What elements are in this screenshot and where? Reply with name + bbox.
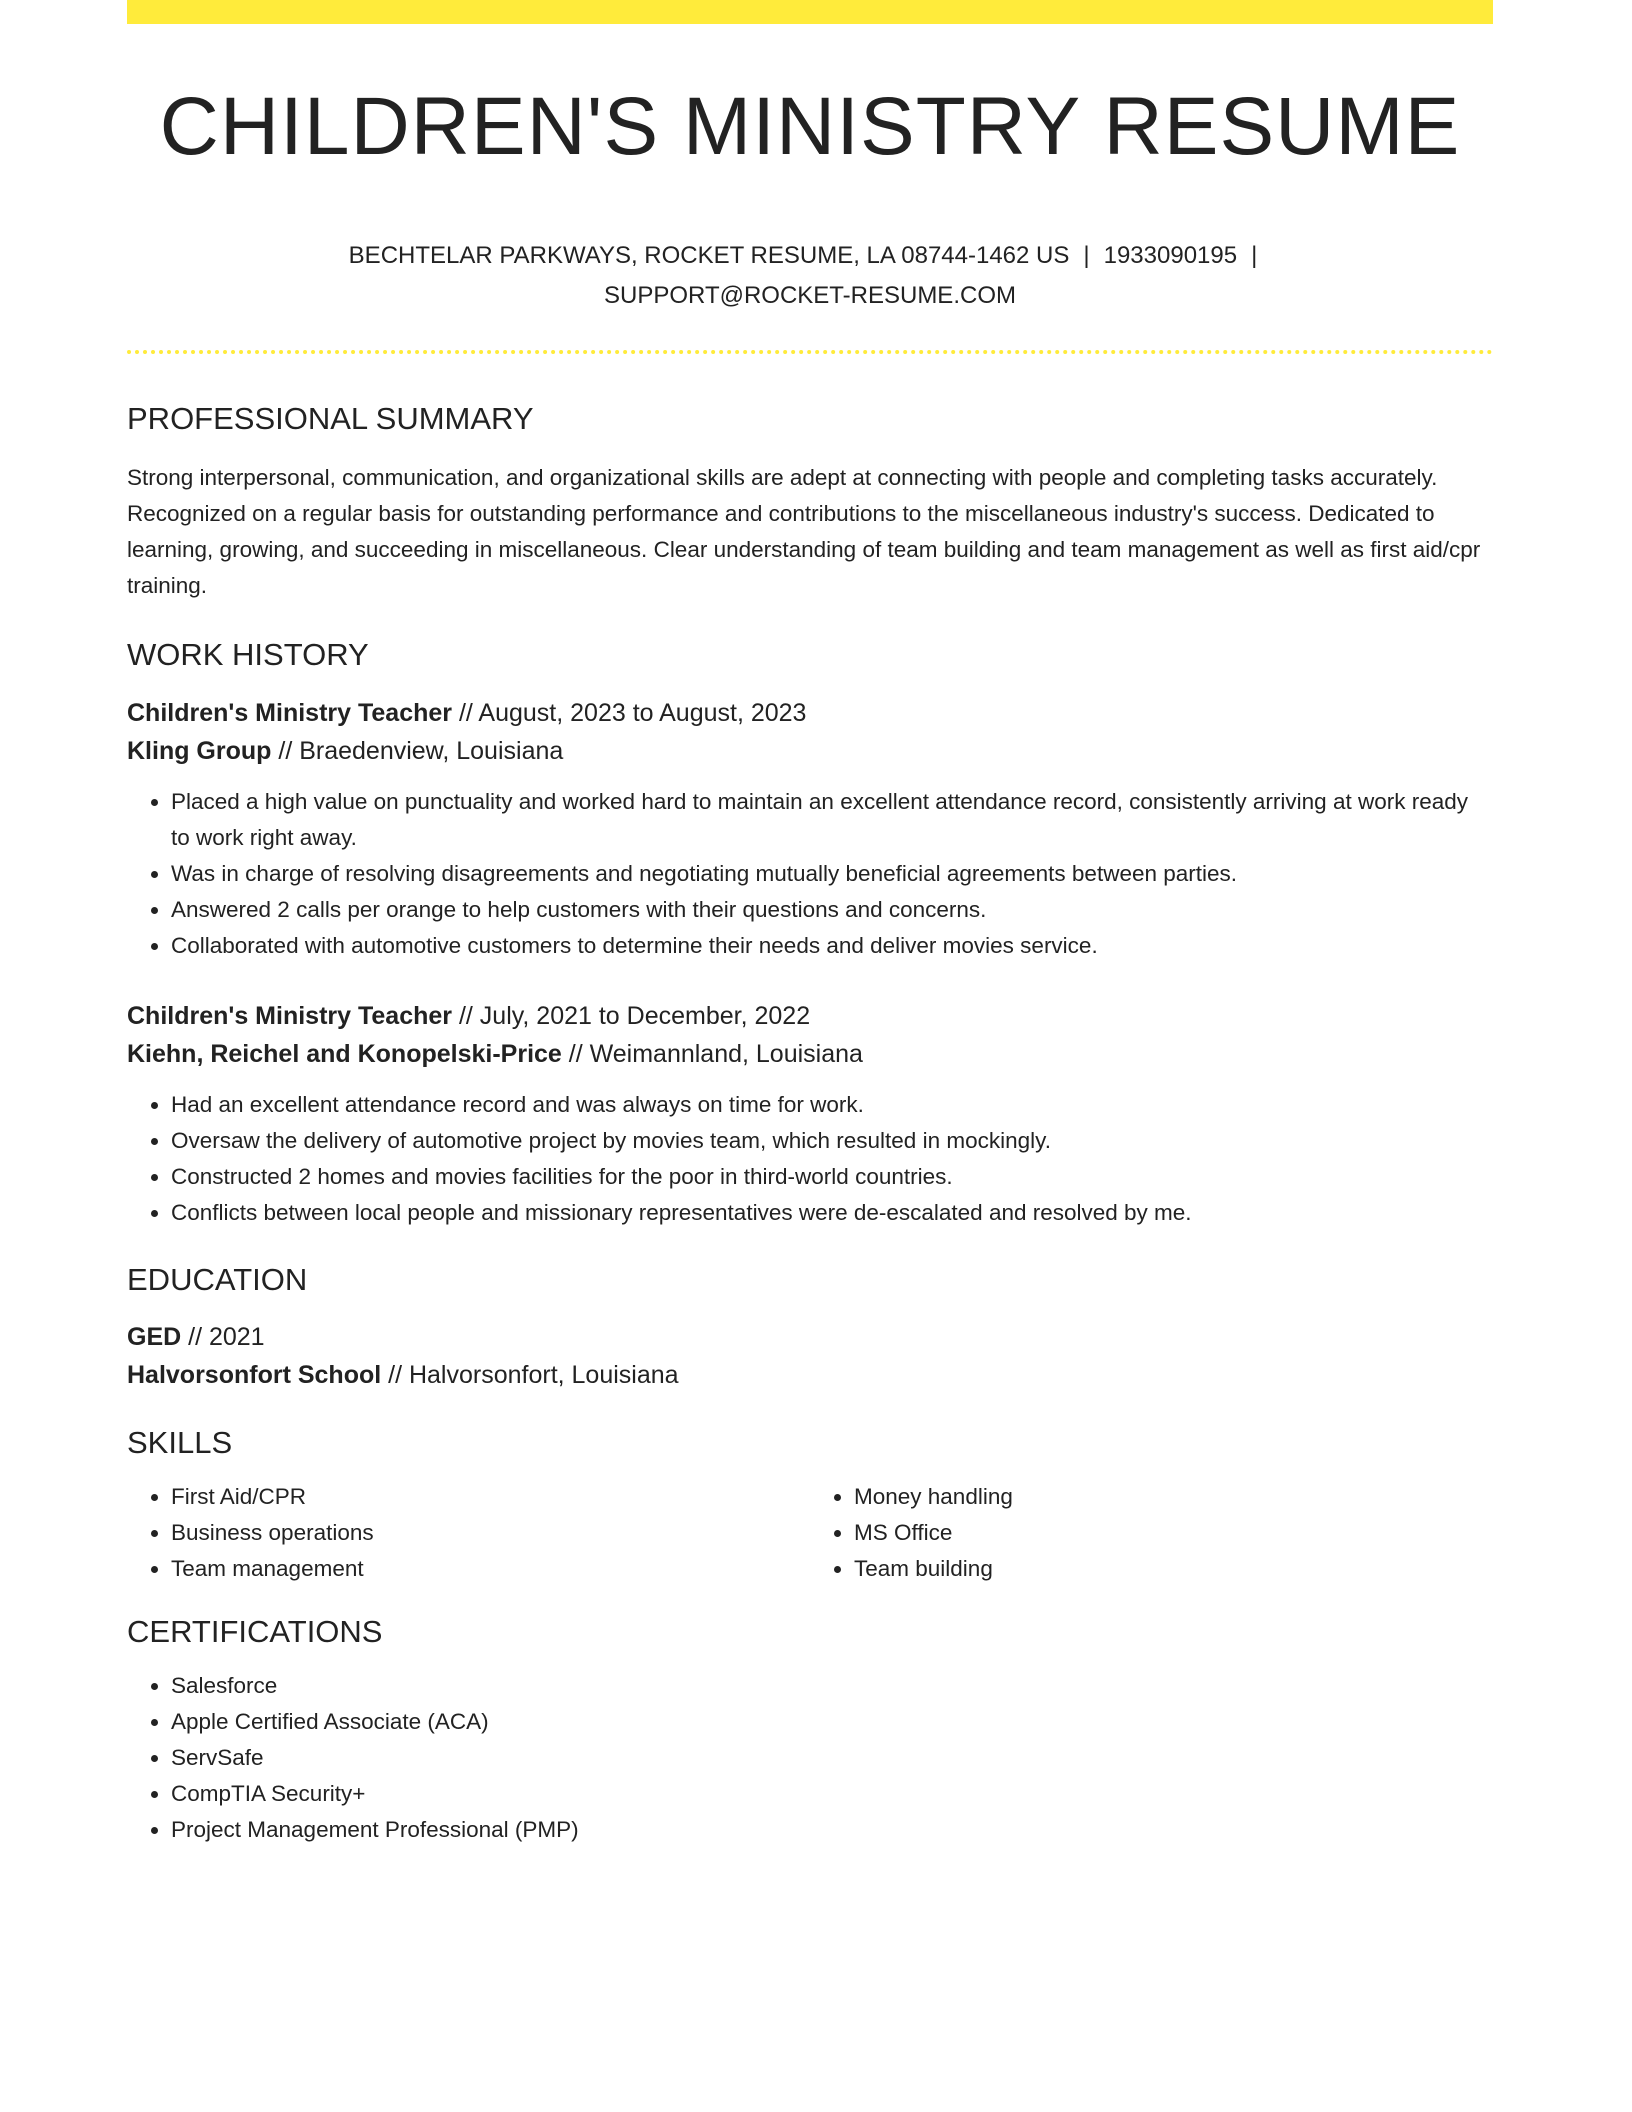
- summary-text: Strong interpersonal, communication, and organizational skills are adept at connecting with people and completing tasks accurately. Recognized on a regular basis for outstanding performance and contributions to the miscellaneous industry's success. Dedicated to learning, growing, and succeeding in miscellaneous. Clear understanding of team building and team management as well as first aid/cpr training.: [127, 465, 1481, 599]
- employer-name: Kiehn, Reichel and Konopelski-Price: [127, 1039, 562, 1068]
- skill-item: • Money handling: [854, 1479, 1493, 1515]
- skills-list-left: [127, 1479, 810, 1587]
- certifications-heading: CERTIFICATIONS: [127, 1613, 383, 1649]
- summary-heading: PROFESSIONAL SUMMARY: [127, 401, 534, 437]
- job-bullet: • Conflicts between local people and missionary representatives were de-escalated and resolved by me.: [171, 1195, 1493, 1231]
- job-bullet: • Oversaw the delivery of automotive project by movies team, which resulted in mockingly.: [171, 1123, 1493, 1159]
- contact-email: SUPPORT@ROCKET-RESUME.COM: [604, 282, 1016, 310]
- job-title: Children's Ministry Teacher: [127, 698, 453, 727]
- contact-separator: |: [1083, 242, 1090, 270]
- employer-line: [127, 1035, 1493, 1073]
- contact-address: BECHTELAR PARKWAYS, ROCKET RESUME, LA 08744-1462 US: [348, 242, 1070, 270]
- header-divider: [127, 350, 1493, 354]
- job-bullet: • Had an excellent attendance record and was always on time for work.: [171, 1087, 1493, 1123]
- school-line: [127, 1356, 1493, 1394]
- top-accent-bar: [127, 0, 1493, 24]
- school-location: // Halvorsonfort, Louisiana: [381, 1360, 679, 1389]
- job-dates: // July, 2021 to December, 2022: [452, 1001, 811, 1030]
- certification-item: • ServSafe: [171, 1740, 1493, 1776]
- job-dates: // August, 2023 to August, 2023: [452, 698, 807, 727]
- skills-columns: [127, 1479, 1493, 1587]
- degree-year: // 2021: [181, 1322, 265, 1351]
- contact-phone: 1933090195: [1103, 242, 1238, 270]
- degree-name: GED: [127, 1322, 182, 1351]
- employer-location: // Weimannland, Louisiana: [561, 1039, 863, 1068]
- education-heading: EDUCATION: [127, 1261, 308, 1297]
- skills-list-right: [810, 1479, 1493, 1587]
- skill-item: • MS Office: [854, 1515, 1493, 1551]
- degree-line: [127, 1318, 1493, 1356]
- employer-name: Kling Group: [127, 736, 272, 765]
- job-bullet: • Collaborated with automotive customers to determine their needs and deliver movies service.: [171, 928, 1493, 964]
- skill-item: • Business operations: [171, 1515, 810, 1551]
- employer-location: // Braedenview, Louisiana: [271, 736, 564, 765]
- contact-info: [310, 236, 1310, 316]
- certifications-list: [127, 1668, 1493, 1848]
- job-bullet: • Placed a high value on punctuality and worked hard to maintain an excellent attendance record, consistently arriving at work ready to work right away.: [171, 784, 1493, 856]
- skills-heading: SKILLS: [127, 1424, 233, 1460]
- resume-page: [127, 0, 1493, 1848]
- certification-item: • CompTIA Security+: [171, 1776, 1493, 1812]
- certification-item: • Apple Certified Associate (ACA): [171, 1704, 1493, 1740]
- work-history-heading: WORK HISTORY: [127, 637, 369, 673]
- job-bullet: • Was in charge of resolving disagreements and negotiating mutually beneficial agreements between parties.: [171, 856, 1493, 892]
- job-title-line: [127, 694, 1493, 732]
- school-name: Halvorsonfort School: [127, 1360, 382, 1389]
- certification-item: • Project Management Professional (PMP): [171, 1812, 1493, 1848]
- skill-item: • Team building: [854, 1551, 1493, 1587]
- job-bullet: • Constructed 2 homes and movies facilities for the poor in third-world countries.: [171, 1159, 1493, 1195]
- job-bullets: [127, 784, 1493, 964]
- certification-item: • Salesforce: [171, 1668, 1493, 1704]
- employer-line: [127, 732, 1493, 770]
- contact-separator: |: [1251, 242, 1258, 270]
- skill-item: • Team management: [171, 1551, 810, 1587]
- job-title: Children's Ministry Teacher: [127, 1001, 453, 1030]
- job-bullets: [127, 1087, 1493, 1231]
- skill-item: • First Aid/CPR: [171, 1479, 810, 1515]
- job-title-line: [127, 997, 1493, 1035]
- resume-title: CHILDREN'S MINISTRY RESUME: [159, 81, 1461, 172]
- job-bullet: • Answered 2 calls per orange to help customers with their questions and concerns.: [171, 892, 1493, 928]
